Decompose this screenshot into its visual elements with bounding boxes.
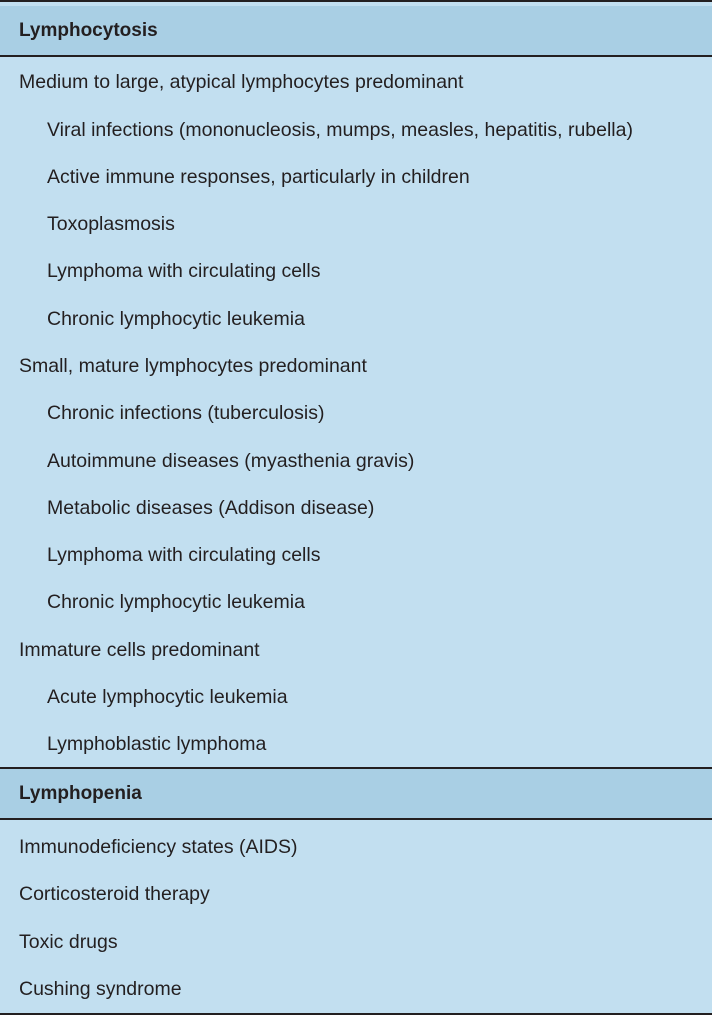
condition-row: Lymphoma with circulating cells	[47, 544, 321, 566]
condition-row: Metabolic diseases (Addison disease)	[47, 497, 375, 519]
condition-row: Viral infections (mononucleosis, mumps, measles, hepatitis, rubella)	[47, 119, 633, 141]
section-title: Lymphopenia	[19, 783, 142, 804]
condition-row: Toxic drugs	[19, 931, 118, 953]
condition-row: Chronic infections (tuberculosis)	[47, 402, 325, 424]
condition-row: Autoimmune diseases (myasthenia gravis)	[47, 450, 415, 472]
condition-row: Lymphoblastic lymphoma	[47, 733, 267, 755]
condition-row: Immunodeficiency states (AIDS)	[19, 836, 298, 858]
condition-row: Active immune responses, particularly in children	[47, 166, 470, 188]
condition-row: Cushing syndrome	[19, 978, 182, 1000]
condition-row: Lymphoma with circulating cells	[47, 260, 321, 282]
category-row: Immature cells predominant	[19, 639, 260, 661]
condition-row: Acute lymphocytic leukemia	[47, 686, 288, 708]
condition-row: Toxoplasmosis	[47, 213, 175, 235]
category-row: Medium to large, atypical lymphocytes predominant	[19, 71, 464, 93]
section-header-lymphopenia	[0, 769, 712, 820]
section-header-lymphocytosis	[0, 6, 712, 57]
category-row: Small, mature lymphocytes predominant	[19, 355, 367, 377]
condition-row: Chronic lymphocytic leukemia	[47, 308, 305, 330]
section-title: Lymphocytosis	[19, 20, 158, 41]
condition-row: Chronic lymphocytic leukemia	[47, 591, 305, 613]
condition-row: Corticosteroid therapy	[19, 883, 210, 905]
